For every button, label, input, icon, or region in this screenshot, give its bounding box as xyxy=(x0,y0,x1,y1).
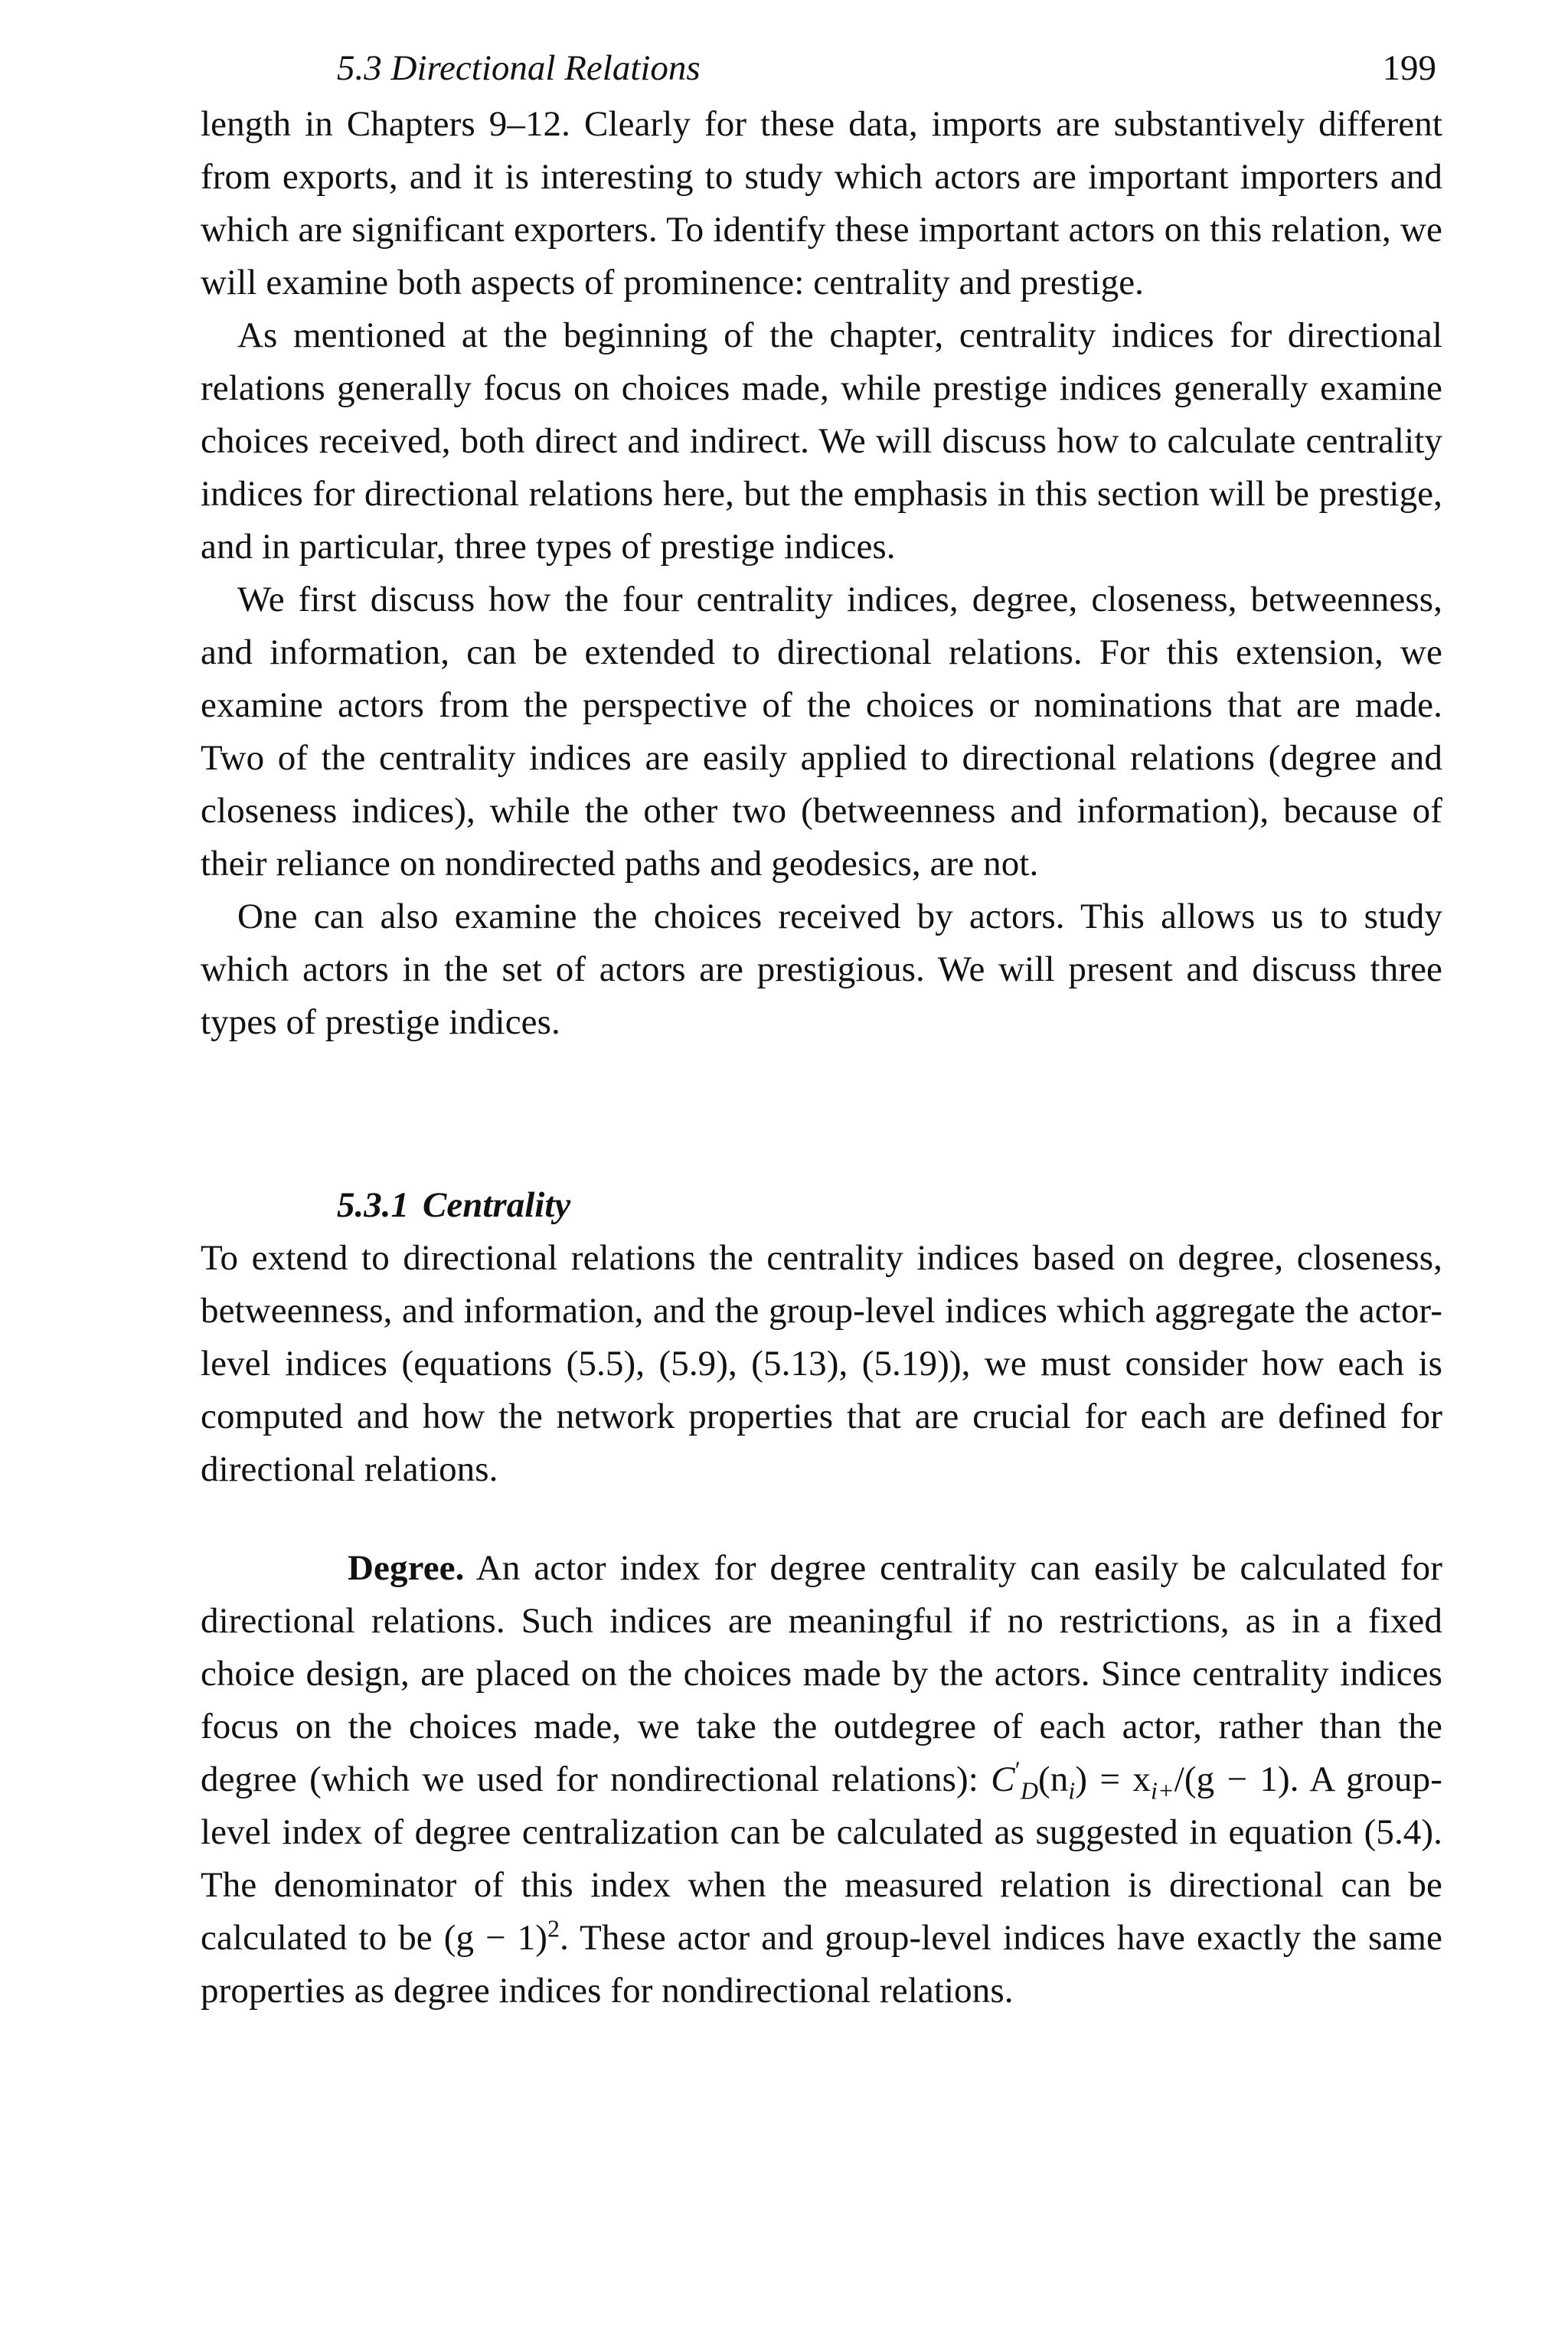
paragraph-section-intro: To extend to directional relations the centrality indices based on degree, closeness, betweenness, and information, and the group-level indices which aggregate the actor-level indices (equations (5.5), (5.9), (5.13), (5.19)), we must consider how each is computed and how the network properties that are crucial for each are defined for directional relations. xyxy=(201,1238,1442,1489)
denominator-formula: $(g - 1)^2$ xyxy=(443,1914,560,1958)
degree-formula: $C'_D(n_i) = x_{i+}/(g - 1)$ xyxy=(991,1756,1290,1805)
paragraph-four-indices: We first discuss how the four centrality indices, degree, closeness, betweenness, and information, can be extended to directional relations. For this extension, we examine actors from the perspective of the choices or nominations that are made. Two of the centrality indices are easily applied to directional relations (degree and closeness indices), while the other two (betweenness and information), because of their reliance on nondirected paths and geodesics, are not. xyxy=(201,580,1442,884)
section-title: Centrality xyxy=(423,1185,571,1225)
book-page xyxy=(201,38,1442,2017)
degree-text-a: An actor index for degree centrality can easily be calculated for directional relations. Such indices are meaningful if no restrictions, as in a fixed choice design, are placed on the choices made by the actors. Since centrality indices focus on the choices made, we take the outdegree of each actor, rather than the degree (which we used for nondirectional relations): xyxy=(201,1548,1442,1799)
degree-run-in-heading: Degree. xyxy=(348,1548,465,1588)
paragraph-centrality-vs-prestige: As mentioned at the beginning of the chapter, centrality indices for directional relations generally focus on choices made, while prestige indices generally examine choices received, both direct and indirect. We will discuss how to calculate centrality indices for directional relations here, but the emphasis in this section will be prestige, and in particular, three types of prestige indices. xyxy=(201,315,1442,567)
degree-text-c: . These actor and group-level indices have exactly the same properties as degree indices for nondirectional relations. xyxy=(201,1918,1442,2011)
section-heading xyxy=(201,1179,1442,1232)
page-number: 199 xyxy=(1382,48,1436,88)
section-number: 5.3.1 xyxy=(337,1185,409,1225)
degree-text-b: . A group-level index of degree centralization can be calculated as suggested in equation (5.4). The denominator of this index when the measured relation is directional can be calculated to be xyxy=(201,1759,1443,1958)
paragraph-degree xyxy=(201,1542,1442,2017)
spacer xyxy=(201,1496,1442,1542)
running-head-title: 5.3 Directional Relations xyxy=(337,48,701,88)
running-head xyxy=(201,38,1442,98)
paragraph-choices-received: One can also examine the choices received by actors. This allows us to study which actors in the set of actors are prestigious. We will present and discuss three types of prestige indices. xyxy=(201,897,1442,1042)
paragraph-imports-exports: length in Chapters 9–12. Clearly for these data, imports are substantively different from exports, and it is interesting to study which actors are important importers and which are significant exporters. To identify these important actors on this relation, we will examine both aspects of prominence: centrality and prestige. xyxy=(201,104,1442,302)
